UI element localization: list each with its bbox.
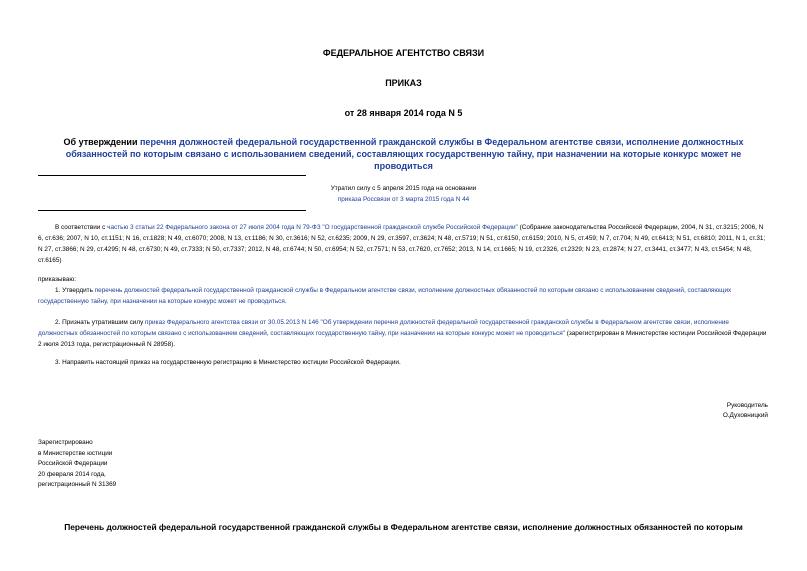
preamble-text-1: В соответствии с [55, 224, 108, 231]
order-item-2 [38, 317, 768, 350]
divider-top [38, 175, 306, 176]
status-line: Утратил силу с 5 апреля 2015 года на основании [330, 185, 477, 192]
document-title [36, 136, 771, 172]
registration-line-3: Российской Федерации [38, 460, 108, 467]
signature-name: О.Духовницкий [722, 412, 768, 419]
signature-role: Руководитель [726, 402, 768, 409]
divider-bottom [38, 210, 306, 211]
preamble-text-2: (Собрание законодательства Российской Федерации, 2004, N 31, ст.3215; 2006, N 6, ст.636; 2007, N 10, ст.1151; N 16, ст.1828; N 49, ст.6070; 2008, N 13, ст.1186; N 30, ст.3616; N 52, ст.6235; 2009, N 29, ст.3597, ст.3624; N 48, ст.5719; N 51, ст.6150, ст.6159; 2010, N 5, ст.459; N 7, ст.704; N 49, ст.6413; N 51, ст.6810; 2011, N 1, ст.31; N 27, ст.3866; N 29, ст.4295; N 48, ст.6730; N 49, ст.7333; N 50, ст.7337; 2012, N 48, ст.6744; N 50, ст.6954; N 52, ст.7571; N 53, ст.7620, ст.7652; 2013, N 14, ст.1665; N 19, ст.2326, ст.2329; N 23, ст.2874; N 27, ст.3441, ст.3477; N 43, ст.5454; N 48, ст.6165) [38, 224, 766, 264]
preamble-law-link[interactable]: частью 3 статьи 22 Федерального закона от 27 июля 2004 года N 79-ФЗ "О государственной гражданской службе Российской Федерации" [107, 224, 518, 231]
list-heading: Перечень должностей федеральной государственной гражданской службы в Федеральном агентстве связи, исполнение должностных обязанностей по которым [64, 522, 743, 532]
registration-block [38, 438, 116, 491]
registration-line-2: в Министерстве юстиции [38, 449, 113, 457]
document-date: от 28 января 2014 года N 5 [344, 108, 463, 118]
item-1-text: 1. Утвердить [55, 287, 95, 294]
document-type: ПРИКАЗ [385, 78, 422, 88]
title-prefix: Об утверждении [63, 137, 140, 147]
status-repeal-link-wrap [200, 194, 607, 205]
agency-heading: ФЕДЕРАЛЬНОЕ АГЕНТСТВО СВЯЗИ [322, 48, 485, 58]
registration-line-4: 20 февраля 2014 года, [38, 470, 106, 478]
registration-line-5: регистрационный N 31369 [38, 481, 117, 488]
order-item-1 [38, 285, 768, 307]
title-link[interactable]: перечня должностей федеральной государственной гражданской службы в Федеральном агентстве связи, исполнение должностных обязанностей по которым связано с использованием сведений, составляющих государственную тайну, при назначении на которые конкурс может не проводиться [65, 137, 744, 171]
item-2-order-link[interactable]: приказ Федерального агентства связи от 30.05.2013 N 146 "Об утверждении перечня должностей федеральной государственной гражданской службы в Федеральном агентстве связи, исполнение должностных обязанностей по которым связано с использованием сведений, составляющих государственную тайну, при назначении на которые конкурс может не проводиться" [38, 319, 729, 337]
item-2-end: (зарегистрирован в Министерстве юстиции Российской Федерации 2 июля 2013 года, регистрационный N 28958). [38, 330, 767, 348]
item-2-text: 2. Признать утратившим силу [55, 319, 146, 326]
orders-word: приказываю: [38, 276, 76, 283]
order-item-3: 3. Направить настоящий приказ на государственную регистрацию в Министерство юстиции Российской Федерации. [55, 359, 401, 366]
item-1-end: . [284, 298, 287, 305]
preamble-paragraph [38, 222, 768, 266]
item-1-list-link[interactable]: перечень должностей федеральной государственной гражданской службы в Федеральном агентстве связи, исполнение должностных обязанностей по которым связано с использованием сведений, составляющих государственную тайну, при назначении на которые конкурс может не проводиться [38, 287, 732, 305]
status-repeal-link[interactable]: приказа Россвязи от 3 марта 2015 года N 44 [337, 196, 470, 203]
registration-line-1: Зарегистрировано [38, 439, 93, 446]
